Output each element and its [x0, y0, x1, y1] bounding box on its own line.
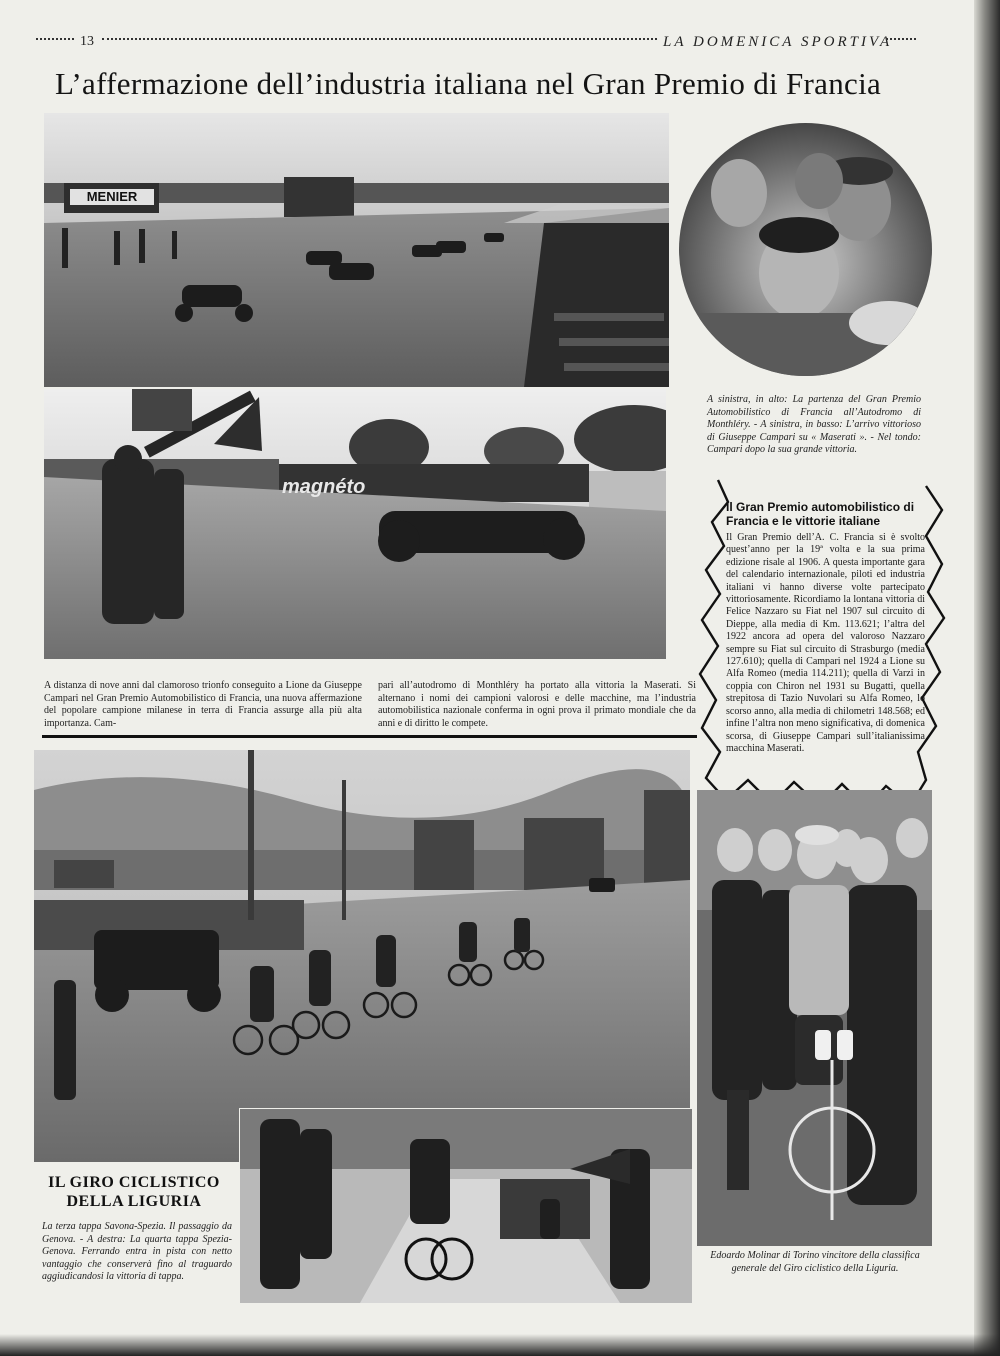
page-number: 13	[80, 34, 94, 49]
race-start-photo	[44, 113, 669, 387]
article-body: Il Gran Premio dell’A. C. Francia si è svolto quest’anno per la 19ª volta e la sua prima edizione risale al 1906. A questa importante gara del calendario internazionale, piloti ed industria italiani vi hanno diverse volte partecipato vittoriosamente. Ricordiamo la lontana vittoria di Felice Nazzaro su Fiat nel 1907 sul circuito di Dieppe, alla media di Km. 113.621; l’altra del 1922 ancora ad opera del valoroso Nazzaro sempre su Fiat sul circuito di Strasburgo (media 127.610); quella di Campari nel 1924 a Lione su Alfa Romeo (media 114.211); quella di Varzi in coppia con Chiron nel 1931 su Bugatti, quella strepitosa di Tazio Nuvolari su Alfa Romeo, lo scorso anno, alla media di chilometri 148.568; ed infine l’altra non meno significativa, di domenica scorsa, di Giuseppe Campari sull’italianissima macchina Maserati.	[726, 532, 925, 754]
cycling-title: IL GIRO CICLISTICO DELLA LIGURIA	[48, 1174, 220, 1210]
magneto-sign: magnéto	[282, 476, 366, 498]
cycling-caption: La terza tappa Savona-Spezia. Il passaggio da Genova. - A destra: La quarta tappa Spezia-Genova. Ferrando entra in pista con netto vantaggio che conserverà fino al traguardo aggiudicandosi la vittoria di tappa.	[42, 1221, 232, 1282]
race-finish-photo	[44, 389, 666, 659]
campari-portrait-photo	[679, 123, 932, 376]
molinar-photo	[697, 790, 932, 1246]
cycling-track-photo	[239, 1108, 693, 1304]
header-dots-right	[886, 38, 916, 40]
article-title: Il Gran Premio automobilistico di Francia e le vittorie italiane	[726, 500, 915, 528]
header-dots-middle	[102, 38, 657, 40]
cycling-genova-photo	[34, 750, 690, 1162]
top-right-caption: A sinistra, in alto: La partenza del Gran Premio Automobilistico di Francia all’Autodromo di Monthléry. - A sinistra, in basso: L’arrivo vittorioso di Giuseppe Campari su « Maserati ». - Nel tondo: Campari dopo la sua grande vittoria.	[707, 394, 921, 455]
finish-caption-left: A distanza di nove anni dal clamoroso trionfo conseguito a Lione da Giuseppe Campari nel Gran Premio Automobilistico di Francia, una nuova affermazione del popolare campione milanese in terra di Francia assurge alla più alta importanza. Cam-	[44, 680, 362, 729]
page-header	[36, 34, 916, 54]
page-bottom-shadow	[0, 1334, 1000, 1356]
header-dots-left	[36, 38, 74, 40]
page-binding-shadow	[974, 0, 1000, 1356]
molinar-caption: Edoardo Molinar di Torino vincitore della classifica generale del Giro ciclistico della Liguria.	[710, 1250, 920, 1274]
magazine-name: LA DOMENICA SPORTIVA	[663, 34, 893, 50]
menier-sign: MENIER	[70, 189, 154, 205]
finish-caption-right: pari all’autodromo di Monthléry ha portato alla vittoria la Maserati. Si alternano i nomi dei campioni valorosi e delle macchine, ma l’industria automobilistica nazionale conferma in ogni prova il primato mondiale che da anni e di diritto le compete.	[378, 680, 696, 729]
section-divider	[42, 735, 697, 738]
page-title: L’affermazione dell’industria italiana nel Gran Premio di Francia	[55, 66, 882, 101]
